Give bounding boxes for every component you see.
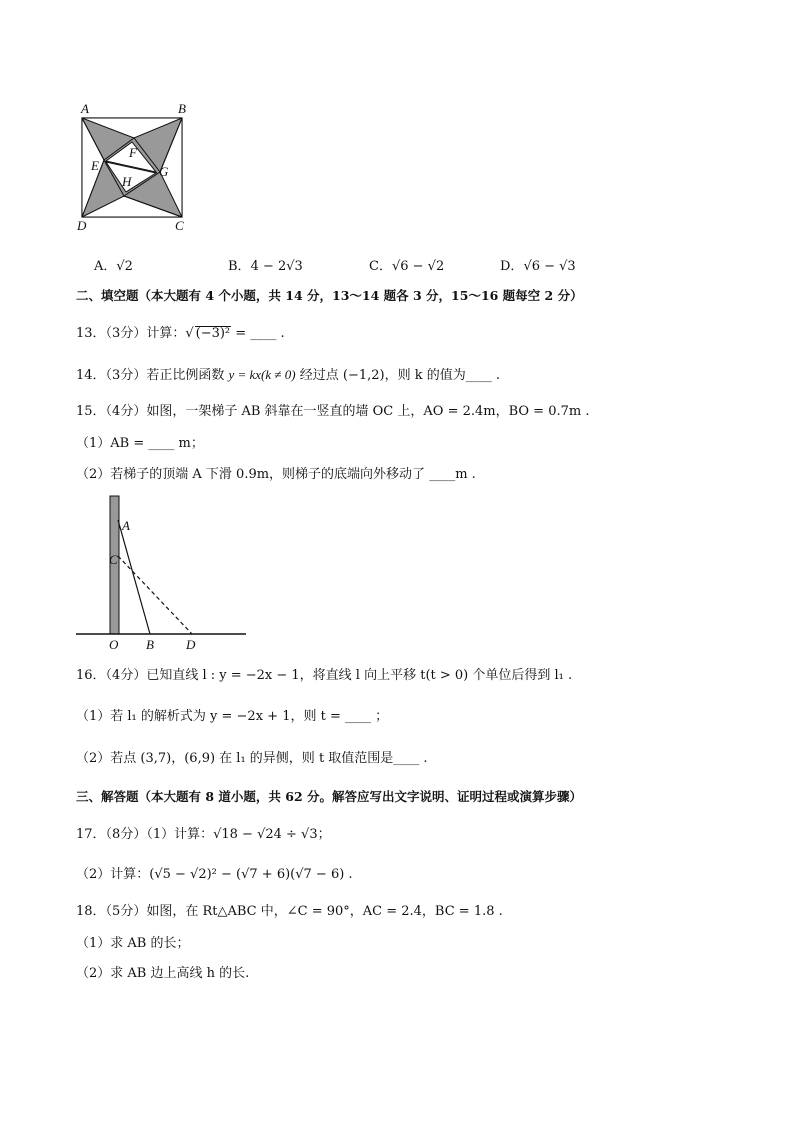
label-E: E — [91, 158, 99, 173]
q15-part1: （1）AB = ____ m； — [76, 436, 204, 451]
q16-part2: （2）若点 (3,7)，(6,9) 在 l₁ 的异侧，则 t 取值范围是____ . — [76, 751, 428, 766]
square-figure — [72, 100, 198, 234]
q18-part2: （2）求 AB 边上高线 h 的长. — [76, 966, 250, 981]
label-B: B — [146, 637, 154, 652]
label-D: D — [77, 218, 87, 233]
ladder-cd — [118, 556, 192, 634]
q12-option-b: B．4 − 2√3 — [228, 259, 303, 274]
ladder-figure — [74, 492, 250, 654]
section-3-heading: 三、解答题（本大题有 8 道小题，共 62 分。解答应写出文字说明、证明过程或演算步骤） — [76, 789, 583, 804]
q12-option-c: C．√6 − √2 — [369, 259, 445, 274]
q16-part1: （1）若 l₁ 的解析式为 y = −2x + 1，则 t = ____ ； — [76, 709, 389, 724]
q18-stem: 18．（5分）如图，在 Rt△ABC 中，∠C = 90°，AC = 2.4，BC = 1.8 . — [76, 904, 503, 919]
label-H: H — [122, 174, 132, 189]
q12-option-a: A．√2 — [94, 259, 133, 274]
q17-part1: 17．（8分）（1）计算：√18 − √24 ÷ √3； — [76, 827, 331, 842]
label-A: A — [81, 101, 89, 116]
label-B: B — [178, 101, 186, 116]
label-C: C — [175, 218, 184, 233]
label-F: F — [129, 145, 137, 160]
label-C: C — [109, 552, 118, 567]
q16-stem: 16．（4分）已知直线 l : y = −2x − 1，将直线 l 向上平移 t(t > 0) 个单位后得到 l₁ . — [76, 668, 573, 683]
q15-part2: （2）若梯子的顶端 A 下滑 0.9m，则梯子的底端向外移动了 ____m . — [76, 467, 476, 482]
label-A: A — [122, 518, 130, 533]
label-O: O — [109, 637, 119, 652]
q12-option-d: D．√6 − √3 — [500, 259, 576, 274]
q13: 13．（3分）计算：√ (−3)² = ____ . — [76, 326, 285, 341]
q18-part1: （1）求 AB 的长； — [76, 936, 190, 951]
section-2-heading: 二、填空题（本大题有 4 个小题，共 14 分，13～14 题各 3 分，15～16 题每空 2 分） — [76, 288, 583, 303]
q14: 14．（3分）若正比例函数 y = kx(k ≠ 0) 经过点 (−1,2)，则 k 的值为____ . — [76, 367, 501, 383]
q17-part2: （2）计算：(√5 − √2)² − (√7 + 6)(√7 − 6) . — [76, 867, 353, 882]
ladder-ab — [118, 520, 150, 634]
label-G: G — [159, 164, 169, 179]
label-D: D — [186, 637, 196, 652]
q15-stem: 15．（4分）如图，一架梯子 AB 斜靠在一竖直的墙 OC 上，AO = 2.4m，BO = 0.7m . — [76, 404, 590, 419]
